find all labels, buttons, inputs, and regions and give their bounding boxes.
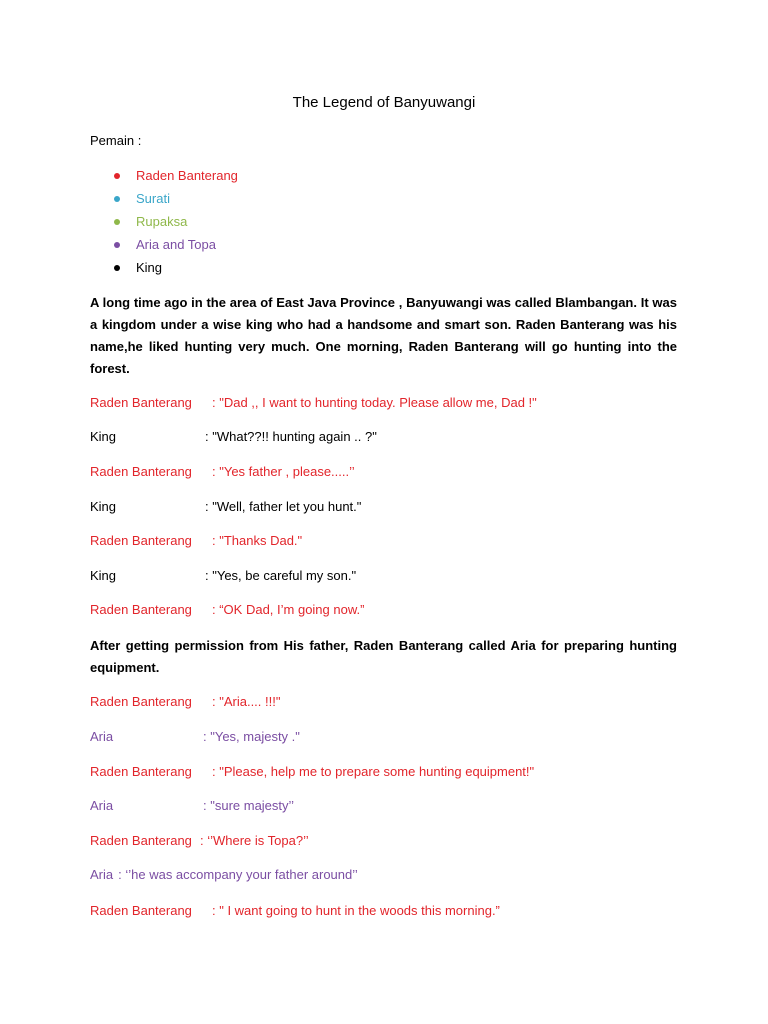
cast-item (114, 258, 238, 281)
cast-name: Raden Banterang (136, 168, 238, 183)
cast-name: King (136, 260, 163, 275)
dialogue-text: : "sure majesty’’ (203, 798, 295, 813)
speaker-name: King (90, 499, 117, 514)
cast-name: Rupaksa (136, 214, 188, 229)
dialogue-line (90, 532, 302, 550)
cast-item (114, 235, 238, 258)
dialogue-text: : "Please, help me to prepare some hunting equipment!" (212, 764, 535, 779)
dialogue-text: : "Thanks Dad." (212, 533, 303, 548)
speaker-name: Raden Banterang (90, 464, 192, 479)
speaker-name: Aria (90, 798, 114, 813)
dialogue-line (90, 428, 377, 446)
cast-name: Surati (136, 191, 170, 206)
cast-name: Aria and Topa (136, 237, 216, 252)
dialogue-line (90, 763, 534, 781)
dialogue-text: : "Yes, be careful my son." (205, 568, 357, 583)
dialogue-line (90, 832, 309, 850)
dialogue-text: : "Well, father let you hunt." (205, 499, 362, 514)
cast-item (114, 212, 238, 235)
dialogue-line (90, 498, 361, 516)
bullet-icon (114, 173, 120, 179)
document-title: The Legend of Banyuwangi (292, 94, 476, 111)
speaker-name: Raden Banterang (90, 602, 192, 617)
speaker-name: Raden Banterang (90, 395, 192, 410)
bullet-icon (114, 265, 120, 271)
dialogue-text: : "Yes, majesty ." (203, 729, 300, 744)
dialogue-line (90, 902, 500, 920)
narration-paragraph: A long time ago in the area of East Java Province , Banyuwangi was called Blambangan. It was a kingdom under a wise king who had a handsome and smart son. Raden Banterang was his name,he liked hunting very much. One morning, Raden Banterang will go hunting into the forest. (90, 295, 677, 376)
dialogue-text: : ‘’he was accompany your father around’’ (118, 867, 358, 882)
speaker-name: Raden Banterang (90, 533, 192, 548)
dialogue-text: : " I want going to hunt in the woods this morning.” (212, 903, 500, 918)
cast-list (114, 166, 238, 281)
dialogue-line (90, 866, 358, 884)
speaker-name: Raden Banterang (90, 764, 192, 779)
dialogue-text: : ‘’Where is Topa?’’ (200, 833, 309, 848)
speaker-name: Raden Banterang (90, 833, 192, 848)
dialogue-line (90, 728, 300, 746)
speaker-name: Raden Banterang (90, 694, 192, 709)
dialogue-line (90, 394, 537, 412)
speaker-name: King (90, 568, 117, 583)
dialogue-line (90, 463, 355, 481)
speaker-name: Aria (90, 867, 114, 882)
bullet-icon (114, 196, 120, 202)
dialogue-line (90, 567, 356, 585)
dialogue-text: : “OK Dad, I’m going now.” (212, 602, 365, 617)
speaker-name: Aria (90, 729, 114, 744)
dialogue-line (90, 693, 280, 711)
cast-item (114, 166, 238, 189)
dialogue-text: : "Aria.... !!!" (212, 694, 281, 709)
bullet-icon (114, 242, 120, 248)
dialogue-text: : "Yes father , please.....’’ (212, 464, 355, 479)
speaker-name: Raden Banterang (90, 903, 192, 918)
dialogue-line (90, 797, 294, 815)
narration-paragraph: After getting permission from His father, Raden Banterang called Aria for preparing hunting equipment. (90, 638, 677, 675)
dialogue-text: : "What??!! hunting again .. ?" (205, 429, 377, 444)
bullet-icon (114, 219, 120, 225)
dialogue-line (90, 601, 364, 619)
cast-label: Pemain : (90, 133, 142, 148)
speaker-name: King (90, 429, 117, 444)
cast-item (114, 189, 238, 212)
dialogue-text: : "Dad ,, I want to hunting today. Please allow me, Dad !" (212, 395, 537, 410)
